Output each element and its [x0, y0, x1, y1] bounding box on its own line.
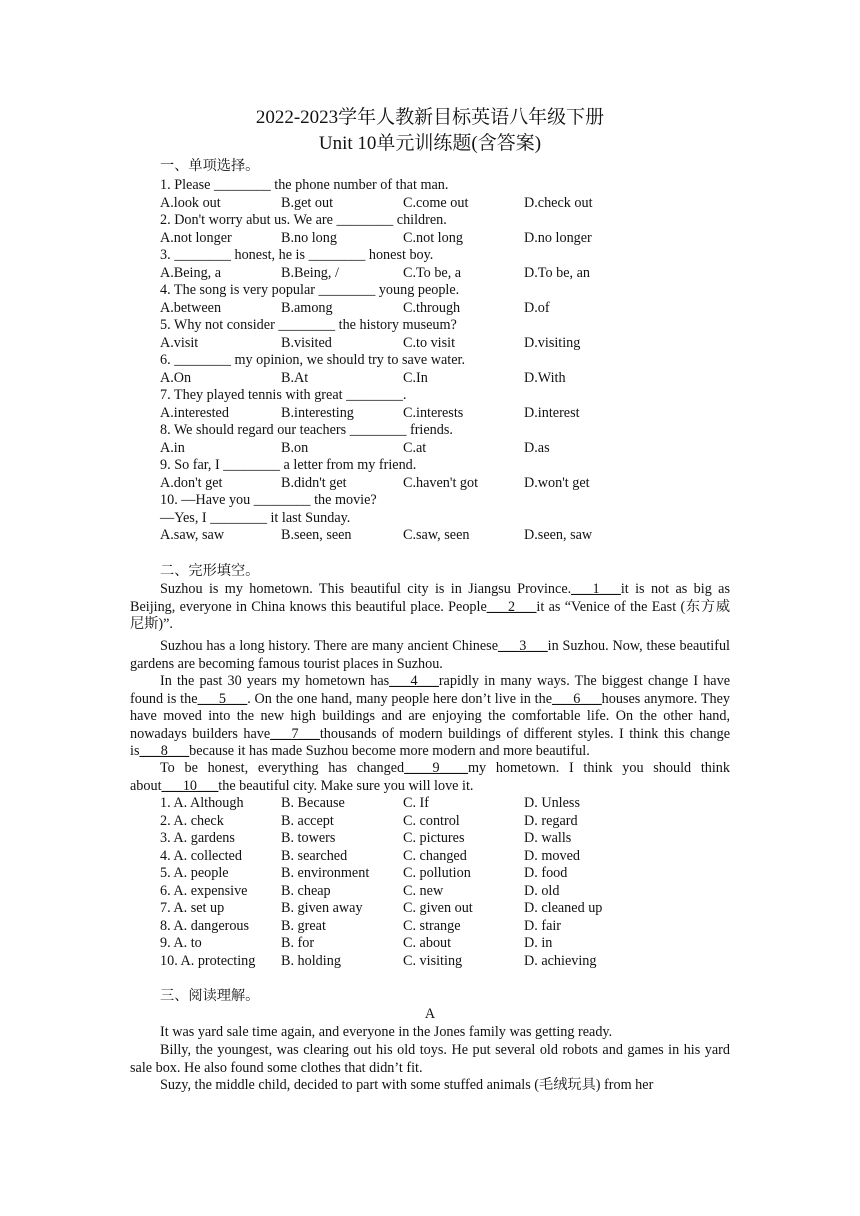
option-a: A.don't get	[160, 474, 223, 491]
reading-paragraph: It was yard sale time again, and everyone in the Jones family was getting ready.	[160, 1024, 613, 1040]
option-b: B.interesting	[281, 404, 354, 421]
section2-heading: 二、完形填空。	[160, 563, 260, 579]
cloze-paragraph: Suzhou is my hometown. This beautiful city is in Jiangsu Province.___1___it is not as big as Beijing, everyone in China knows this beautiful place. People___2___it as “Venice of the East (东方威尼斯)”.	[130, 581, 731, 632]
option-d: D.To be, an	[524, 264, 590, 281]
cloze-options-row: 9. A. to B. for C. about D. in	[160, 935, 553, 951]
option-c: C.To be, a	[403, 264, 462, 281]
option-b: B.no long	[281, 229, 337, 246]
question-options	[160, 335, 680, 353]
question-stem: 9. So far, I ________ a letter from my friend.	[160, 457, 417, 473]
option-a: A.saw, saw	[160, 527, 225, 543]
option-a: A.between	[160, 299, 222, 316]
option-b: B.on	[281, 439, 309, 456]
question-stem: 5. Why not consider ________ the history museum?	[160, 317, 457, 333]
blank: ___7___	[270, 725, 320, 742]
option-c: C.at	[403, 439, 427, 456]
option-d: D.of	[524, 299, 550, 316]
cloze-options-row: 5. A. people B. environment C. pollution D. food	[160, 865, 568, 881]
option-a: A.Being, a	[160, 264, 222, 281]
question-stem: 3. ________ honest, he is ________ honest boy.	[160, 247, 434, 263]
question-options	[160, 370, 680, 388]
question-stem: 1. Please ________ the phone number of that man.	[160, 177, 449, 193]
section1-heading: 一、单项选择。	[160, 158, 260, 174]
blank: ____9____	[404, 760, 468, 776]
option-d: D.With	[524, 369, 566, 386]
option-d: D.visiting	[524, 334, 581, 351]
cloze-paragraph: To be honest, everything has changed____9____my hometown. I think you should think about___10___the beautiful city. Make sure you will love it.	[130, 760, 730, 794]
blank: ___6___	[552, 690, 602, 707]
question-stem-continued: —Yes, I ________ it last Sunday.	[160, 509, 351, 526]
reading-paragraph: Suzy, the middle child, decided to part with some stuffed animals (毛绒玩具) from her	[160, 1077, 654, 1093]
option-b: B.seen, seen	[281, 527, 352, 543]
blank: ___2___	[486, 598, 537, 615]
option-b: B.Being, /	[281, 264, 339, 281]
cloze-options-row: 10. A. protecting B. holding C. visiting D. achieving	[160, 952, 597, 969]
option-b: B.among	[281, 299, 333, 316]
document-subtitle: Unit 10单元训练题(含答案)	[318, 133, 542, 154]
question-options	[160, 265, 680, 283]
option-b: B.didn't get	[281, 474, 347, 491]
option-c: C.come out	[403, 194, 469, 211]
option-b: B.visited	[281, 334, 332, 351]
question-stem: 2. Don't worry abut us. We are ________ children.	[160, 212, 447, 228]
blank: ___8___	[139, 743, 190, 759]
cloze-options-row: 6. A. expensive B. cheap C. new D. old	[160, 882, 560, 899]
option-a: A.not longer	[160, 229, 232, 246]
option-a: A.On	[160, 369, 192, 386]
option-c: C.through	[403, 299, 461, 316]
cloze-options-row: 4. A. collected B. searched C. changed D. moved	[160, 847, 580, 864]
option-a: A.in	[160, 439, 185, 456]
blank: ___1___	[571, 581, 621, 597]
option-a: A.visit	[160, 334, 199, 351]
option-c: C.haven't got	[403, 474, 479, 491]
question-options	[160, 440, 680, 458]
question-stem: 6. ________ my opinion, we should try to save water.	[160, 352, 465, 368]
question-stem: 8. We should regard our teachers ________ friends.	[160, 422, 453, 438]
option-d: D.check out	[524, 194, 593, 211]
cloze-options-row: 1. A. Although B. Because C. If D. Unless	[160, 795, 580, 811]
option-a: A.look out	[160, 194, 221, 211]
option-d: D.won't get	[524, 474, 590, 491]
option-d: D.interest	[524, 404, 580, 421]
option-c: C.to visit	[403, 334, 456, 351]
option-c: C.In	[403, 369, 428, 386]
section3-heading: 三、阅读理解。	[160, 988, 260, 1004]
blank: ___5___	[197, 690, 248, 707]
cloze-paragraph: Suzhou has a long history. There are many ancient Chinese___3___in Suzhou. Now, these beautiful gardens are becoming famous tourist places in Suzhou.	[130, 638, 730, 672]
option-d: D.seen, saw	[524, 527, 593, 543]
passage-label: A	[424, 1006, 436, 1022]
question-options	[160, 405, 680, 423]
question-options	[160, 475, 680, 493]
question-stem: 10. —Have you ________ the movie?	[160, 492, 377, 508]
blank: ___3___	[498, 638, 548, 654]
option-a: A.interested	[160, 404, 229, 421]
blank: ___10___	[161, 777, 219, 794]
cloze-options-row: 2. A. check B. accept C. control D. regard	[160, 812, 578, 829]
option-c: C.saw, seen	[403, 527, 470, 543]
cloze-options-row: 8. A. dangerous B. great C. strange D. fair	[160, 917, 562, 934]
option-d: D.as	[524, 439, 550, 456]
option-d: D.no longer	[524, 229, 592, 246]
blank: ___4___	[389, 673, 439, 689]
document-title: 2022-2023学年人教新目标英语八年级下册	[255, 107, 605, 128]
question-stem: 7. They played tennis with great ________.	[160, 387, 407, 403]
reading-paragraph: Billy, the youngest, was clearing out his old toys. He put several old robots and games in his yard sale box. He also found some clothes that didn’t fit.	[130, 1042, 730, 1076]
question-options	[160, 195, 680, 213]
cloze-options-row: 3. A. gardens B. towers C. pictures D. walls	[160, 830, 572, 846]
question-options	[160, 300, 680, 318]
question-options	[160, 230, 680, 248]
question-stem: 4. The song is very popular ________ young people.	[160, 282, 460, 298]
option-b: B.At	[281, 369, 309, 386]
option-c: C.interests	[403, 404, 464, 421]
option-b: B.get out	[281, 194, 334, 211]
question-options	[160, 527, 680, 545]
cloze-paragraph: In the past 30 years my hometown has___4___rapidly in many ways. The biggest change I have found is the___5___. On the one hand, many people here don’t live in the___6___houses anymore. They have moved into the new high buildings and are enjoying the comfortable life. On the other hand, nowadays builders have___7___thousands of modern buildings of different styles. I think this change is___8___because it has made Suzhou become more modern and more beautiful.	[130, 673, 730, 759]
option-c: C.not long	[403, 229, 463, 246]
cloze-options-row: 7. A. set up B. given away C. given out D. cleaned up	[160, 900, 603, 916]
